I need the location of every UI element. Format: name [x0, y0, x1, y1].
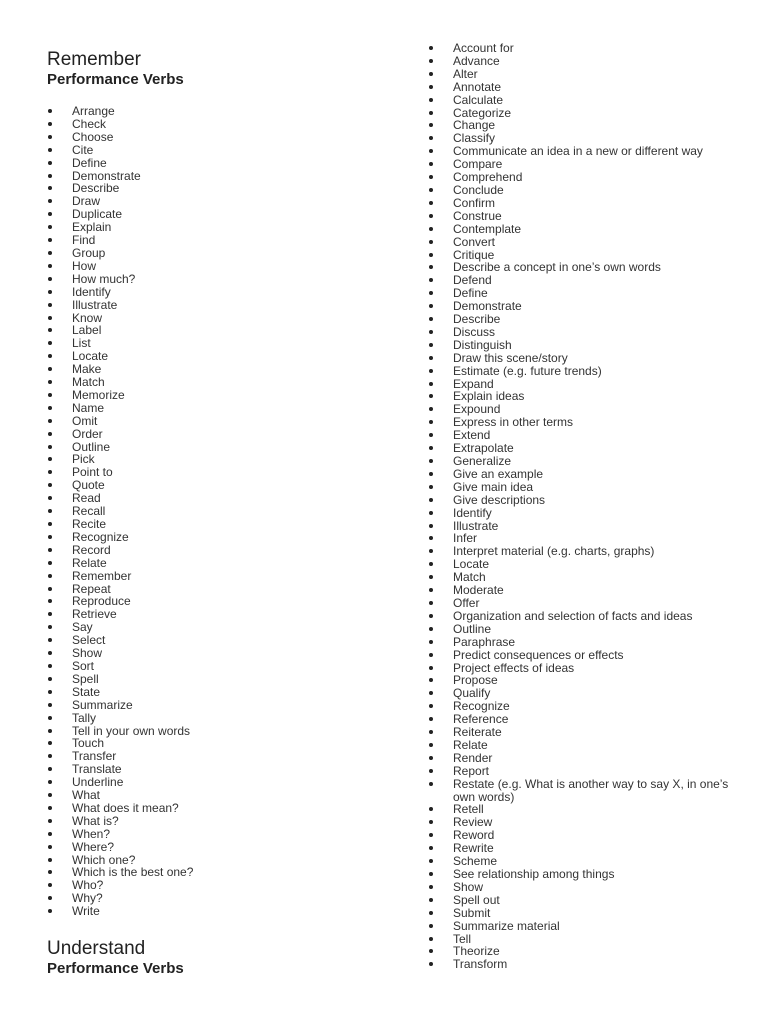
verb-list-item: Scheme — [428, 855, 748, 868]
verb-list-item: Find — [47, 234, 377, 247]
verb-list-item: Categorize — [428, 107, 748, 120]
verb-list-item: Render — [428, 752, 748, 765]
verb-list-item: Match — [428, 571, 748, 584]
verb-list-item: Comprehend — [428, 171, 748, 184]
verb-list-item: Point to — [47, 466, 377, 479]
verb-list-item: Recognize — [47, 531, 377, 544]
verb-list-item: Classify — [428, 132, 748, 145]
verb-list-item: List — [47, 337, 377, 350]
verb-list-item: Transfer — [47, 750, 377, 763]
verb-list-item: Advance — [428, 55, 748, 68]
verb-list-item: Identify — [428, 507, 748, 520]
verb-list-item: Remember — [47, 570, 377, 583]
verb-list-item: Retell — [428, 803, 748, 816]
verb-list-item: Pick — [47, 453, 377, 466]
verb-list-item: Offer — [428, 597, 748, 610]
verb-list-item: Confirm — [428, 197, 748, 210]
verb-list-item: Interpret material (e.g. charts, graphs) — [428, 545, 748, 558]
verb-list-item: Qualify — [428, 687, 748, 700]
verb-list-item: Show — [428, 881, 748, 894]
verb-list-item: Expand — [428, 378, 748, 391]
verb-list-item: Which one? — [47, 854, 377, 867]
verb-list-item: Which is the best one? — [47, 866, 377, 879]
verb-list-item: Paraphrase — [428, 636, 748, 649]
verb-list-item: Memorize — [47, 389, 377, 402]
verb-list-item: Omit — [47, 415, 377, 428]
verb-list-item: Outline — [47, 441, 377, 454]
verb-list-item: Extrapolate — [428, 442, 748, 455]
verb-list-item: Touch — [47, 737, 377, 750]
verb-list-item: Duplicate — [47, 208, 377, 221]
right-column — [428, 42, 748, 971]
left-column — [47, 49, 377, 978]
verb-list-item: Cite — [47, 144, 377, 157]
verb-list-item: Summarize material — [428, 920, 748, 933]
verb-list-item: Communicate an idea in a new or different way — [428, 145, 748, 158]
verb-list-item: Construe — [428, 210, 748, 223]
verb-list-item: Check — [47, 118, 377, 131]
remember-verb-list — [47, 105, 377, 918]
verb-list-item: Arrange — [47, 105, 377, 118]
verb-list-item: Predict consequences or effects — [428, 649, 748, 662]
understand-heading: Understand — [47, 938, 146, 960]
verb-list-item: Change — [428, 119, 748, 132]
verb-list-item: Illustrate — [428, 520, 748, 533]
verb-list-item: Where? — [47, 841, 377, 854]
verb-list-item: Organization and selection of facts and ideas — [428, 610, 748, 623]
verb-list-item: Demonstrate — [47, 170, 377, 183]
verb-list-item: What is? — [47, 815, 377, 828]
verb-list-item: Define — [47, 157, 377, 170]
verb-list-item: Make — [47, 363, 377, 376]
verb-list-item: Project effects of ideas — [428, 662, 748, 675]
verb-list-item: Name — [47, 402, 377, 415]
verb-list-item: Moderate — [428, 584, 748, 597]
verb-list-item: Quote — [47, 479, 377, 492]
verb-list-item: Give main idea — [428, 481, 748, 494]
verb-list-item: Locate — [428, 558, 748, 571]
verb-list-item: Describe a concept in one’s own words — [428, 261, 748, 274]
verb-list-item: Sort — [47, 660, 377, 673]
verb-list-item: Who? — [47, 879, 377, 892]
verb-list-item: Recall — [47, 505, 377, 518]
verb-list-item: Order — [47, 428, 377, 441]
verb-list-item: Repeat — [47, 583, 377, 596]
verb-list-item: Demonstrate — [428, 300, 748, 313]
verb-list-item: Give descriptions — [428, 494, 748, 507]
verb-list-item: Show — [47, 647, 377, 660]
verb-list-item: Relate — [428, 739, 748, 752]
verb-list-item: Draw this scene/story — [428, 352, 748, 365]
verb-list-item: Record — [47, 544, 377, 557]
verb-list-item: Alter — [428, 68, 748, 81]
verb-list-item: See relationship among things — [428, 868, 748, 881]
verb-list-item: Why? — [47, 892, 377, 905]
remember-heading: Remember — [47, 49, 141, 70]
verb-list-item: Describe — [428, 313, 748, 326]
verb-list-item: Report — [428, 765, 748, 778]
verb-list-item: Infer — [428, 532, 748, 545]
verb-list-item: Express in other terms — [428, 416, 748, 429]
verb-list-item: Match — [47, 376, 377, 389]
verb-list-item: Read — [47, 492, 377, 505]
verb-list-item: Contemplate — [428, 223, 748, 236]
verb-list-item: Critique — [428, 249, 748, 262]
verb-list-item: Underline — [47, 776, 377, 789]
verb-list-item: Label — [47, 324, 377, 337]
verb-list-item: Explain ideas — [428, 390, 748, 403]
verb-list-item: Recognize — [428, 700, 748, 713]
verb-list-item: Summarize — [47, 699, 377, 712]
verb-list-item: Submit — [428, 907, 748, 920]
understand-subheading: Performance Verbs — [47, 960, 184, 978]
understand-verb-list — [428, 42, 748, 971]
verb-list-item: Reproduce — [47, 595, 377, 608]
verb-list-item: Relate — [47, 557, 377, 570]
verb-list-item: Rewrite — [428, 842, 748, 855]
understand-header-block — [47, 938, 377, 978]
verb-list-item: Group — [47, 247, 377, 260]
verb-list-item: Outline — [428, 623, 748, 636]
verb-list-item: How much? — [47, 273, 377, 286]
verb-list-item: Review — [428, 816, 748, 829]
verb-list-item: Describe — [47, 182, 377, 195]
verb-list-item: Expound — [428, 403, 748, 416]
verb-list-item: Convert — [428, 236, 748, 249]
verb-list-item: Translate — [47, 763, 377, 776]
verb-list-item: Explain — [47, 221, 377, 234]
verb-list-item: Extend — [428, 429, 748, 442]
verb-list-item: Reference — [428, 713, 748, 726]
verb-list-item: Estimate (e.g. future trends) — [428, 365, 748, 378]
verb-list-item: Account for — [428, 42, 748, 55]
verb-list-item: Draw — [47, 195, 377, 208]
verb-list-item: Say — [47, 621, 377, 634]
verb-list-item: Define — [428, 287, 748, 300]
verb-list-item: Defend — [428, 274, 748, 287]
verb-list-item: Tally — [47, 712, 377, 725]
verb-list-item: Tell in your own words — [47, 725, 377, 738]
verb-list-item: Transform — [428, 958, 748, 971]
verb-list-item: Know — [47, 312, 377, 325]
verb-list-item: Tell — [428, 933, 748, 946]
verb-list-item: Discuss — [428, 326, 748, 339]
verb-list-item: What does it mean? — [47, 802, 377, 815]
verb-list-item: Generalize — [428, 455, 748, 468]
verb-list-item: Reword — [428, 829, 748, 842]
verb-list-item: Select — [47, 634, 377, 647]
verb-list-item: Theorize — [428, 945, 748, 958]
verb-list-item: Spell out — [428, 894, 748, 907]
verb-list-item: Retrieve — [47, 608, 377, 621]
verb-list-item: When? — [47, 828, 377, 841]
verb-list-item: Locate — [47, 350, 377, 363]
verb-list-item: Annotate — [428, 81, 748, 94]
verb-list-item: Distinguish — [428, 339, 748, 352]
verb-list-item: Reiterate — [428, 726, 748, 739]
verb-list-item: Identify — [47, 286, 377, 299]
remember-subheading: Performance Verbs — [47, 71, 184, 88]
verb-list-item: Spell — [47, 673, 377, 686]
verb-list-item: How — [47, 260, 377, 273]
verb-list-item: Calculate — [428, 94, 748, 107]
verb-list-item: Write — [47, 905, 377, 918]
verb-list-item: Illustrate — [47, 299, 377, 312]
verb-list-item: Compare — [428, 158, 748, 171]
verb-list-item: Propose — [428, 674, 748, 687]
verb-list-item: Restate (e.g. What is another way to say X, in one’s own words) — [428, 778, 748, 804]
verb-list-item: Choose — [47, 131, 377, 144]
verb-list-item: Conclude — [428, 184, 748, 197]
verb-list-item: What — [47, 789, 377, 802]
verb-list-item: Recite — [47, 518, 377, 531]
verb-list-item: Give an example — [428, 468, 748, 481]
verb-list-item: State — [47, 686, 377, 699]
